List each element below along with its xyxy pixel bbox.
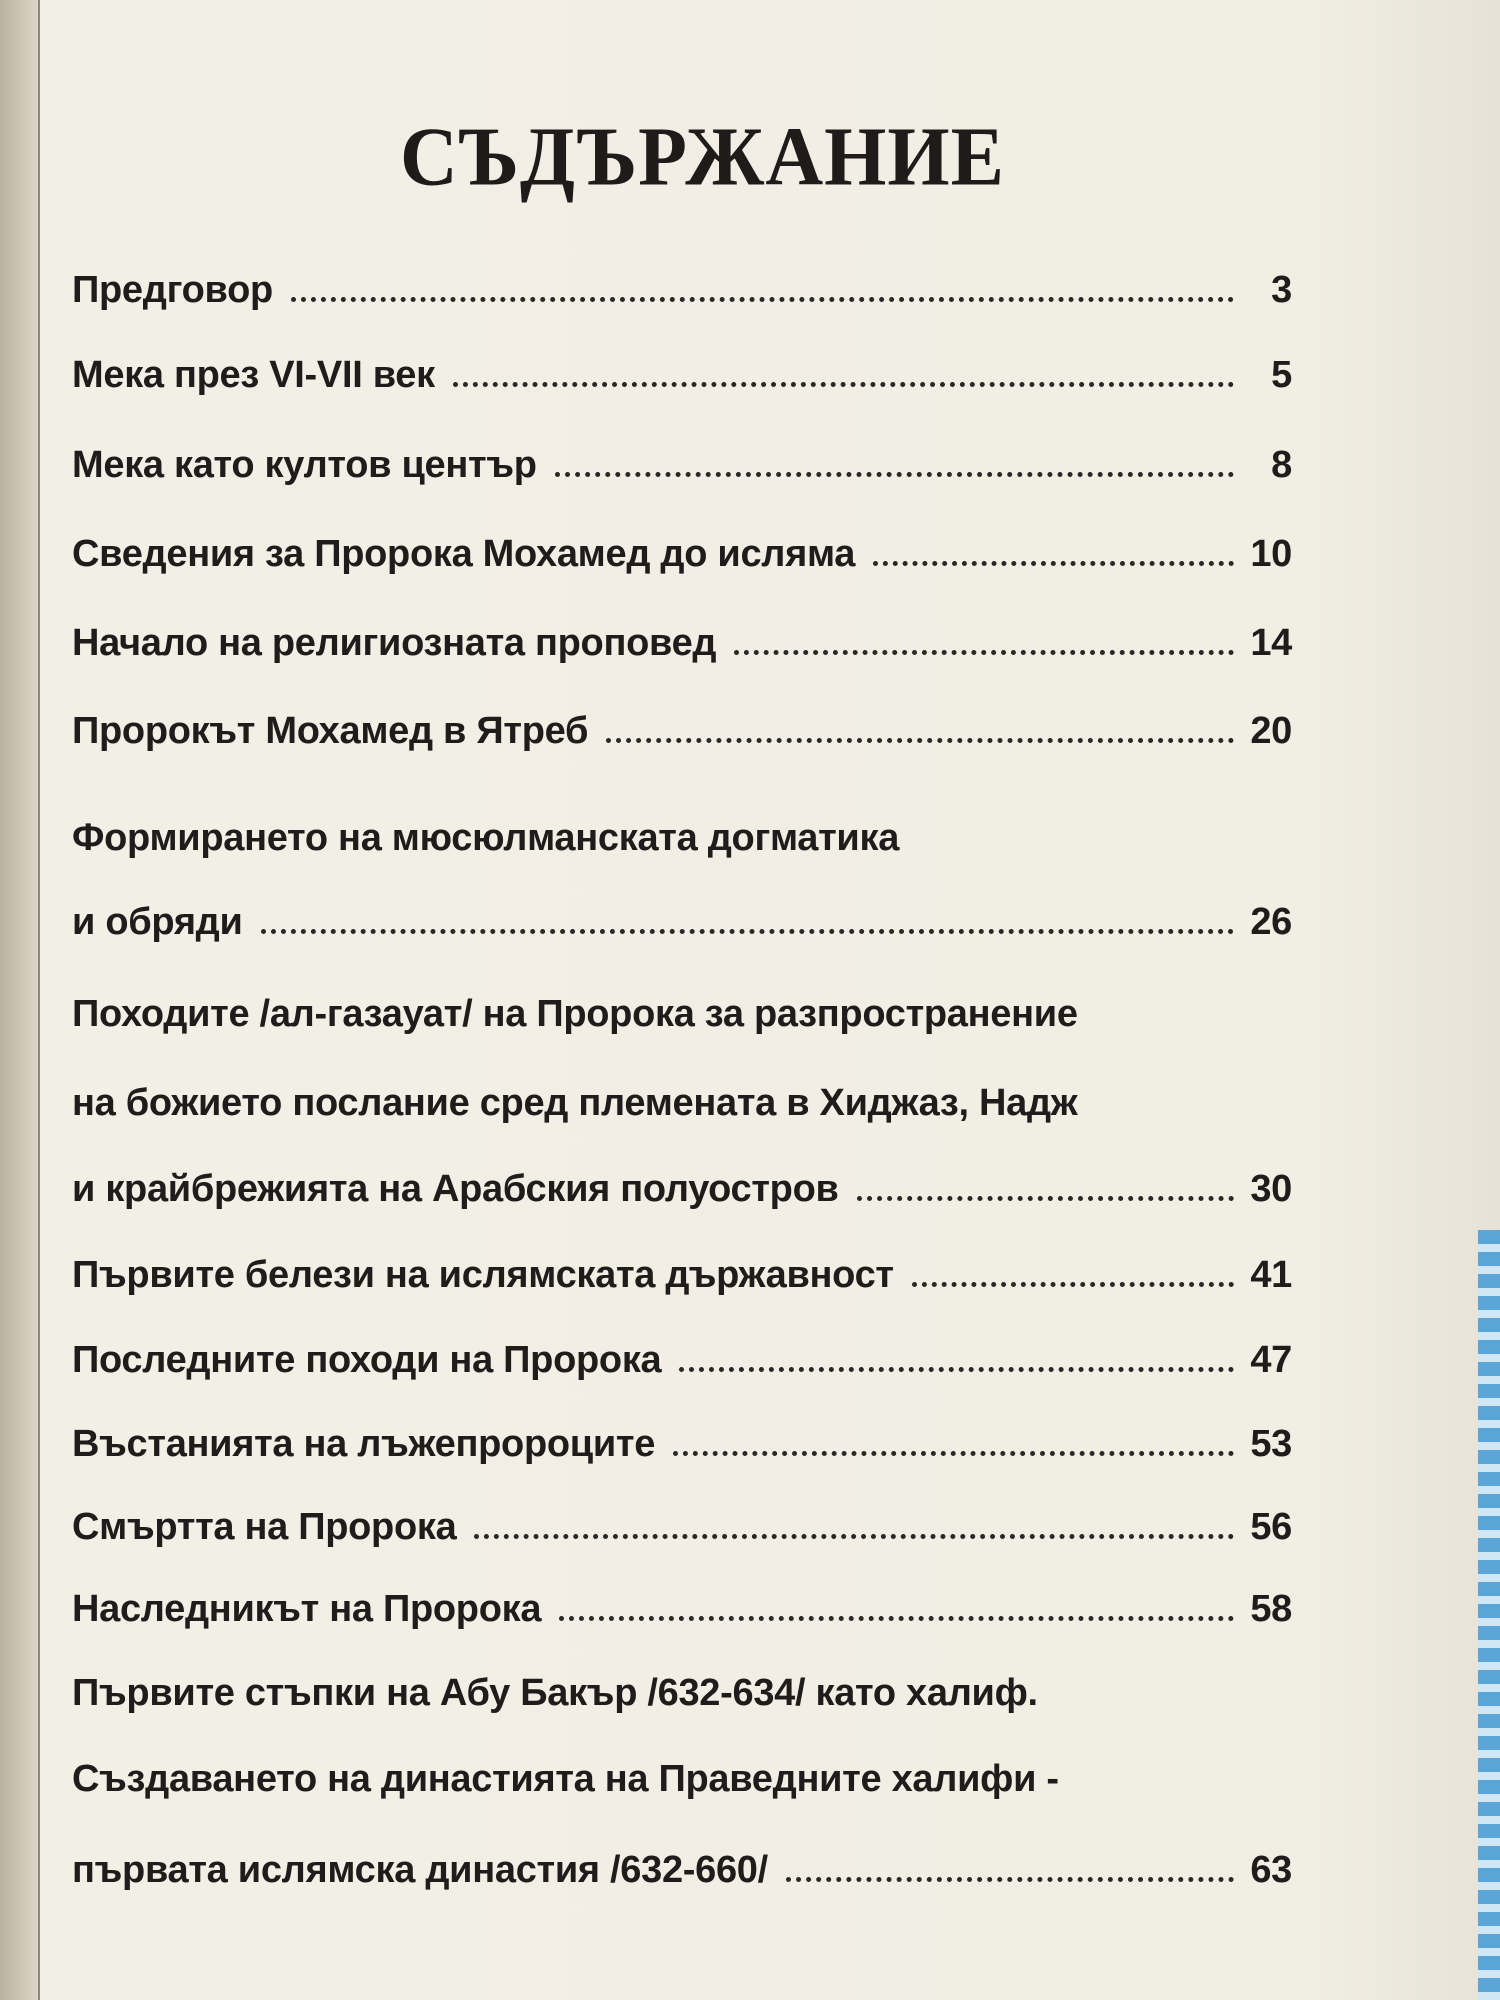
dot-leader [453, 382, 1234, 387]
toc-entry [72, 1493, 1292, 1549]
toc-entry-page: 14 [1250, 622, 1292, 664]
toc-entry-title: на божието послание сред племената в Хиджаз, Надж [72, 1082, 1078, 1124]
dot-leader [912, 1282, 1234, 1287]
toc-entry [72, 697, 1292, 753]
toc-entry [72, 1410, 1292, 1466]
toc-entry [72, 1745, 1292, 1801]
dot-leader [291, 297, 1234, 302]
page-edge-stripes [1478, 1230, 1500, 2000]
toc-entry-page: 47 [1250, 1339, 1292, 1381]
toc-entry-page: 41 [1250, 1254, 1292, 1296]
toc-entry-page: 58 [1250, 1588, 1292, 1630]
toc-entry [72, 609, 1292, 665]
toc-entry-title: Първите белези на ислямската държавност [72, 1254, 894, 1296]
toc-entry-title: Походите /ал-газауат/ на Пророка за разпространение [72, 993, 1078, 1035]
toc-entry-title: Формирането на мюсюлманската догматика [72, 817, 900, 859]
toc-entry-title: Създаването на династията на Праведните халифи - [72, 1758, 1059, 1800]
toc-entry-title: Последните походи на Пророка [72, 1339, 662, 1381]
toc-entry-title: Въстанията на лъжепророците [72, 1423, 656, 1465]
dot-leader [606, 738, 1234, 743]
toc-entry-title: Наследникът на Пророка [72, 1588, 542, 1630]
dot-leader [555, 472, 1234, 477]
dot-leader [734, 650, 1234, 655]
toc-entry-page: 8 [1271, 444, 1292, 486]
toc-entry [72, 1836, 1292, 1892]
toc-entry-title: Смъртта на Пророка [72, 1506, 457, 1548]
dot-leader [261, 929, 1234, 934]
toc-entry-title: Пророкът Мохамед в Ятреб [72, 710, 589, 752]
toc-entry-title: и обряди [72, 901, 243, 943]
book-gutter [0, 0, 40, 2000]
toc-entry [72, 1069, 1292, 1125]
toc-entry-page: 30 [1250, 1168, 1292, 1210]
toc-entry-page: 56 [1250, 1506, 1292, 1548]
toc-entry [72, 520, 1292, 576]
dot-leader [786, 1877, 1234, 1882]
toc-entry-page: 10 [1250, 533, 1292, 575]
toc-entry-title: Мека през VI-VII век [72, 354, 435, 396]
toc-entry [72, 888, 1292, 944]
toc-entry [72, 1155, 1292, 1211]
dot-leader [679, 1367, 1234, 1372]
toc-entry-title: Предговор [72, 269, 273, 311]
toc-entry [72, 1326, 1292, 1382]
toc-entry-page: 53 [1250, 1423, 1292, 1465]
toc-entry-page: 5 [1271, 354, 1292, 396]
toc-entry-page: 63 [1250, 1849, 1292, 1891]
toc-entry-page: 26 [1250, 901, 1292, 943]
toc-entry [72, 341, 1292, 397]
toc-entry [72, 1575, 1292, 1631]
toc-entry-title: и крайбрежията на Арабския полуостров [72, 1168, 839, 1210]
toc-entry-title: Сведения за Пророка Мохамед до исляма [72, 533, 856, 575]
toc-entry [72, 431, 1292, 487]
dot-leader [559, 1616, 1234, 1621]
toc-entry [72, 256, 1292, 312]
toc-entry [72, 980, 1292, 1036]
toc-entry-title: Начало на религиозната проповед [72, 622, 717, 664]
toc-entry-title: Първите стъпки на Абу Бакър /632-634/ като халиф. [72, 1672, 1038, 1714]
dot-leader [873, 561, 1234, 566]
toc-entry-page: 20 [1250, 710, 1292, 752]
dot-leader [673, 1451, 1234, 1456]
toc-entry-title: първата ислямска династия /632-660/ [72, 1849, 768, 1891]
toc-entry-title: Мека като култов център [72, 444, 537, 486]
toc-entry-page: 3 [1271, 269, 1292, 311]
toc-entry [72, 804, 1292, 860]
dot-leader [474, 1534, 1234, 1539]
toc-entry [72, 1241, 1292, 1297]
toc-entry [72, 1659, 1292, 1715]
page-title: СЪДЪРЖАНИЕ [400, 110, 1005, 204]
dot-leader [857, 1196, 1234, 1201]
